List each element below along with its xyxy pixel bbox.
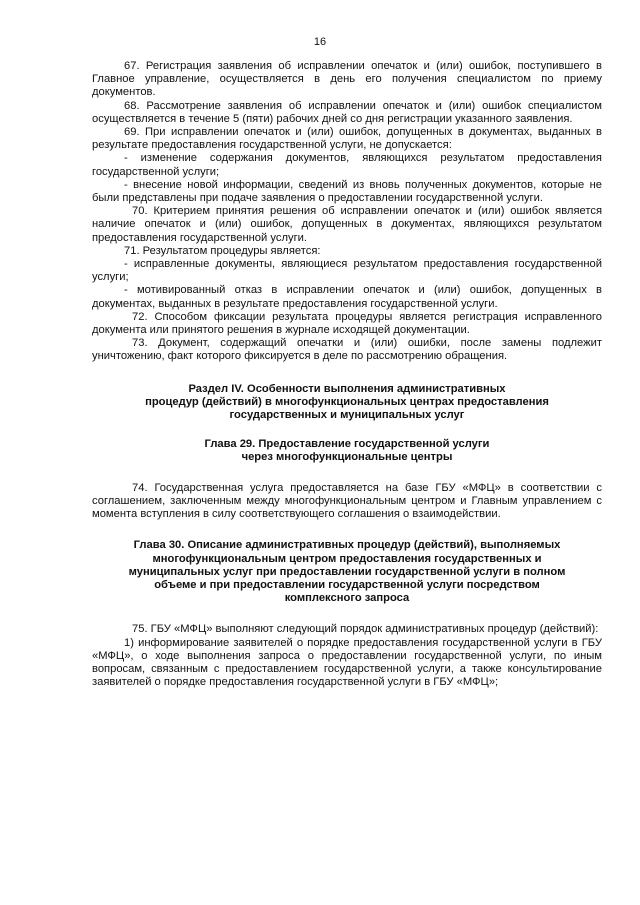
paragraph-70: 70. Критерием принятия решения об исправлении опечаток и (или) ошибок является наличие опечаток и (или) ошибок, допущенных в документах, являющихся результатом предоставления государственной услуги. — [92, 205, 602, 244]
heading-line: государственных и муниципальных услуг — [229, 409, 465, 422]
paragraph-71-item-a: - исправленные документы, являющиеся результатом предоставления государственной услуги; — [92, 258, 602, 284]
document-body — [92, 60, 602, 689]
paragraph-69-item-b: - внесение новой информации, сведений из вновь полученных документов, которые не были представлены при подаче заявления о предоставлении государственной услуги. — [92, 178, 602, 205]
paragraph-67: 67. Регистрация заявления об исправлении опечаток и (или) ошибок, поступившего в Главное управление, осуществляется в день его получения специалистом по приему документов. — [92, 60, 602, 99]
paragraph-75-item-1: 1) информирование заявителей о порядке предоставления государственной услуги в ГБУ «МФЦ», о ходе выполнения запроса о предоставлении государственной услуги, по иным вопросам, связанным с предоставлением государственной услуги, а также консультирование заявителей о порядке предоставления государственной услуги в ГБУ «МФЦ»; — [92, 636, 602, 689]
paragraph-68: 68. Рассмотрение заявления об исправлении опечаток и (или) ошибок специалистом осуществляется в течение 5 (пяти) рабочих дней со дня регистрации указанного заявления. — [92, 99, 602, 125]
paragraph-71-item-b: - мотивированный отказ в исправлении опечаток и (или) ошибок, допущенных в документах, выданных в результате предоставления государственной услуги. — [92, 284, 602, 310]
page-number: 16 — [313, 36, 327, 48]
heading-line: комплексного запроса — [284, 592, 410, 605]
paragraph-69: 69. При исправлении опечаток и (или) ошибок, допущенных в документах, выданных в результате предоставления государственной услуги, не допускается: — [92, 126, 602, 152]
paragraph-75: 75. ГБУ «МФЦ» выполняют следующий порядок административных процедур (действий): — [132, 623, 599, 636]
heading-line: Раздел IV. Особенности выполнения административных — [188, 382, 506, 395]
heading-line: процедур (действий) в многофункциональных центрах предоставления — [145, 395, 549, 408]
heading-line: через многофункциональные центры — [241, 451, 453, 464]
chapter-30-heading — [92, 539, 602, 605]
heading-line: объеме и при предоставлении государственной услуги посредством — [154, 578, 540, 591]
chapter-29-heading — [92, 438, 602, 464]
heading-line: многофункциональным центром предоставления государственных и — [152, 552, 542, 565]
paragraph-74: 74. Государственная услуга предоставляется на базе ГБУ «МФЦ» в соответствии с соглашением, заключенным между многофункциональным центром и Главным управлением с момента вступления в силу соответствующего соглашения о взаимодействии. — [92, 481, 602, 521]
heading-line: Глава 30. Описание административных процедур (действий), выполняемых — [133, 539, 561, 552]
heading-line: муниципальных услуг при предоставлении государственной услуги в полном — [128, 565, 566, 578]
paragraph-71: 71. Результатом процедуры является: — [124, 244, 321, 257]
paragraph-72: 72. Способом фиксации результата процедуры является регистрация исправленного документа или принятого решения в журнале исходящей документации. — [92, 310, 602, 337]
heading-line: Глава 29. Предоставление государственной услуги — [204, 438, 490, 451]
paragraph-69-item-a: - изменение содержания документов, являющихся результатом предоставления государственной услуги; — [92, 152, 602, 178]
section-4-heading — [92, 383, 602, 423]
paragraph-73: 73. Документ, содержащий опечатки и (или) ошибки, после замены подлежит уничтожению, факт которого фиксируется в деле по рассмотрению обращения. — [92, 337, 602, 363]
